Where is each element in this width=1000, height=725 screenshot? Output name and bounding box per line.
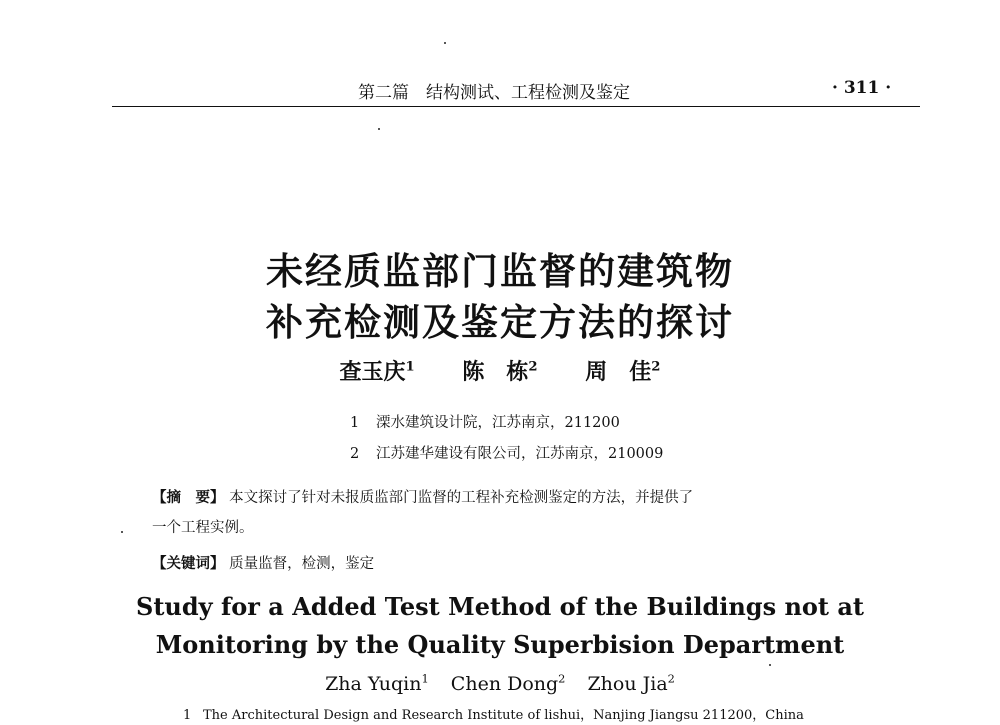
- abstract-label: 【摘 要】: [152, 489, 225, 506]
- chinese-affiliation-1: 1 溧水建筑设计院，江苏南京，211200: [350, 415, 620, 431]
- chinese-author: 陈 栋$^2$: [462, 359, 538, 385]
- chinese-author: 周 佳$^2$: [585, 359, 661, 385]
- header-rule: [112, 106, 920, 107]
- english-affiliation: 1 The Architectural Design and Research Institute of lishui，Nanjing Jiangsu 211200，China: [183, 708, 804, 723]
- scan-speck: [121, 531, 123, 533]
- abstract-line-2: 一个工程实例。: [152, 520, 254, 536]
- chinese-author: 查玉庆$^1$: [339, 359, 415, 385]
- english-author-list: [0, 672, 1000, 695]
- chinese-title-line-1: 未经质监部门监督的建筑物: [266, 249, 734, 293]
- scan-speck: [769, 664, 771, 666]
- chinese-author-list: [0, 355, 1000, 386]
- keywords-label: 【关键词】: [152, 555, 225, 572]
- english-title-line-2: Monitoring by the Quality Superbision Department: [155, 630, 845, 659]
- english-author: Chen Dong$^2$: [450, 672, 566, 696]
- page-number: · 311 ·: [832, 78, 892, 98]
- scan-speck: [378, 128, 380, 130]
- chinese-title-line-2: 补充检测及鉴定方法的探讨: [266, 300, 734, 344]
- keywords: 【关键词】 质量监督，检测，鉴定: [152, 555, 375, 572]
- english-author: Zhou Jia$^2$: [587, 672, 675, 696]
- chinese-affiliation-2: 2 江苏建华建设有限公司，江苏南京，210009: [350, 446, 664, 462]
- english-author: Zha Yuqin$^1$: [325, 672, 429, 696]
- english-title-line-1: Study for a Added Test Method of the Buildings not at: [136, 592, 864, 621]
- abstract-line-1: 【摘 要】 本文探讨了针对未报质监部门监督的工程补充检测鉴定的方法，并提供了: [152, 489, 694, 506]
- running-header: [0, 78, 1000, 104]
- header-section-title: 第二篇 结构测试、工程检测及鉴定: [358, 83, 630, 103]
- scan-speck: [444, 42, 446, 44]
